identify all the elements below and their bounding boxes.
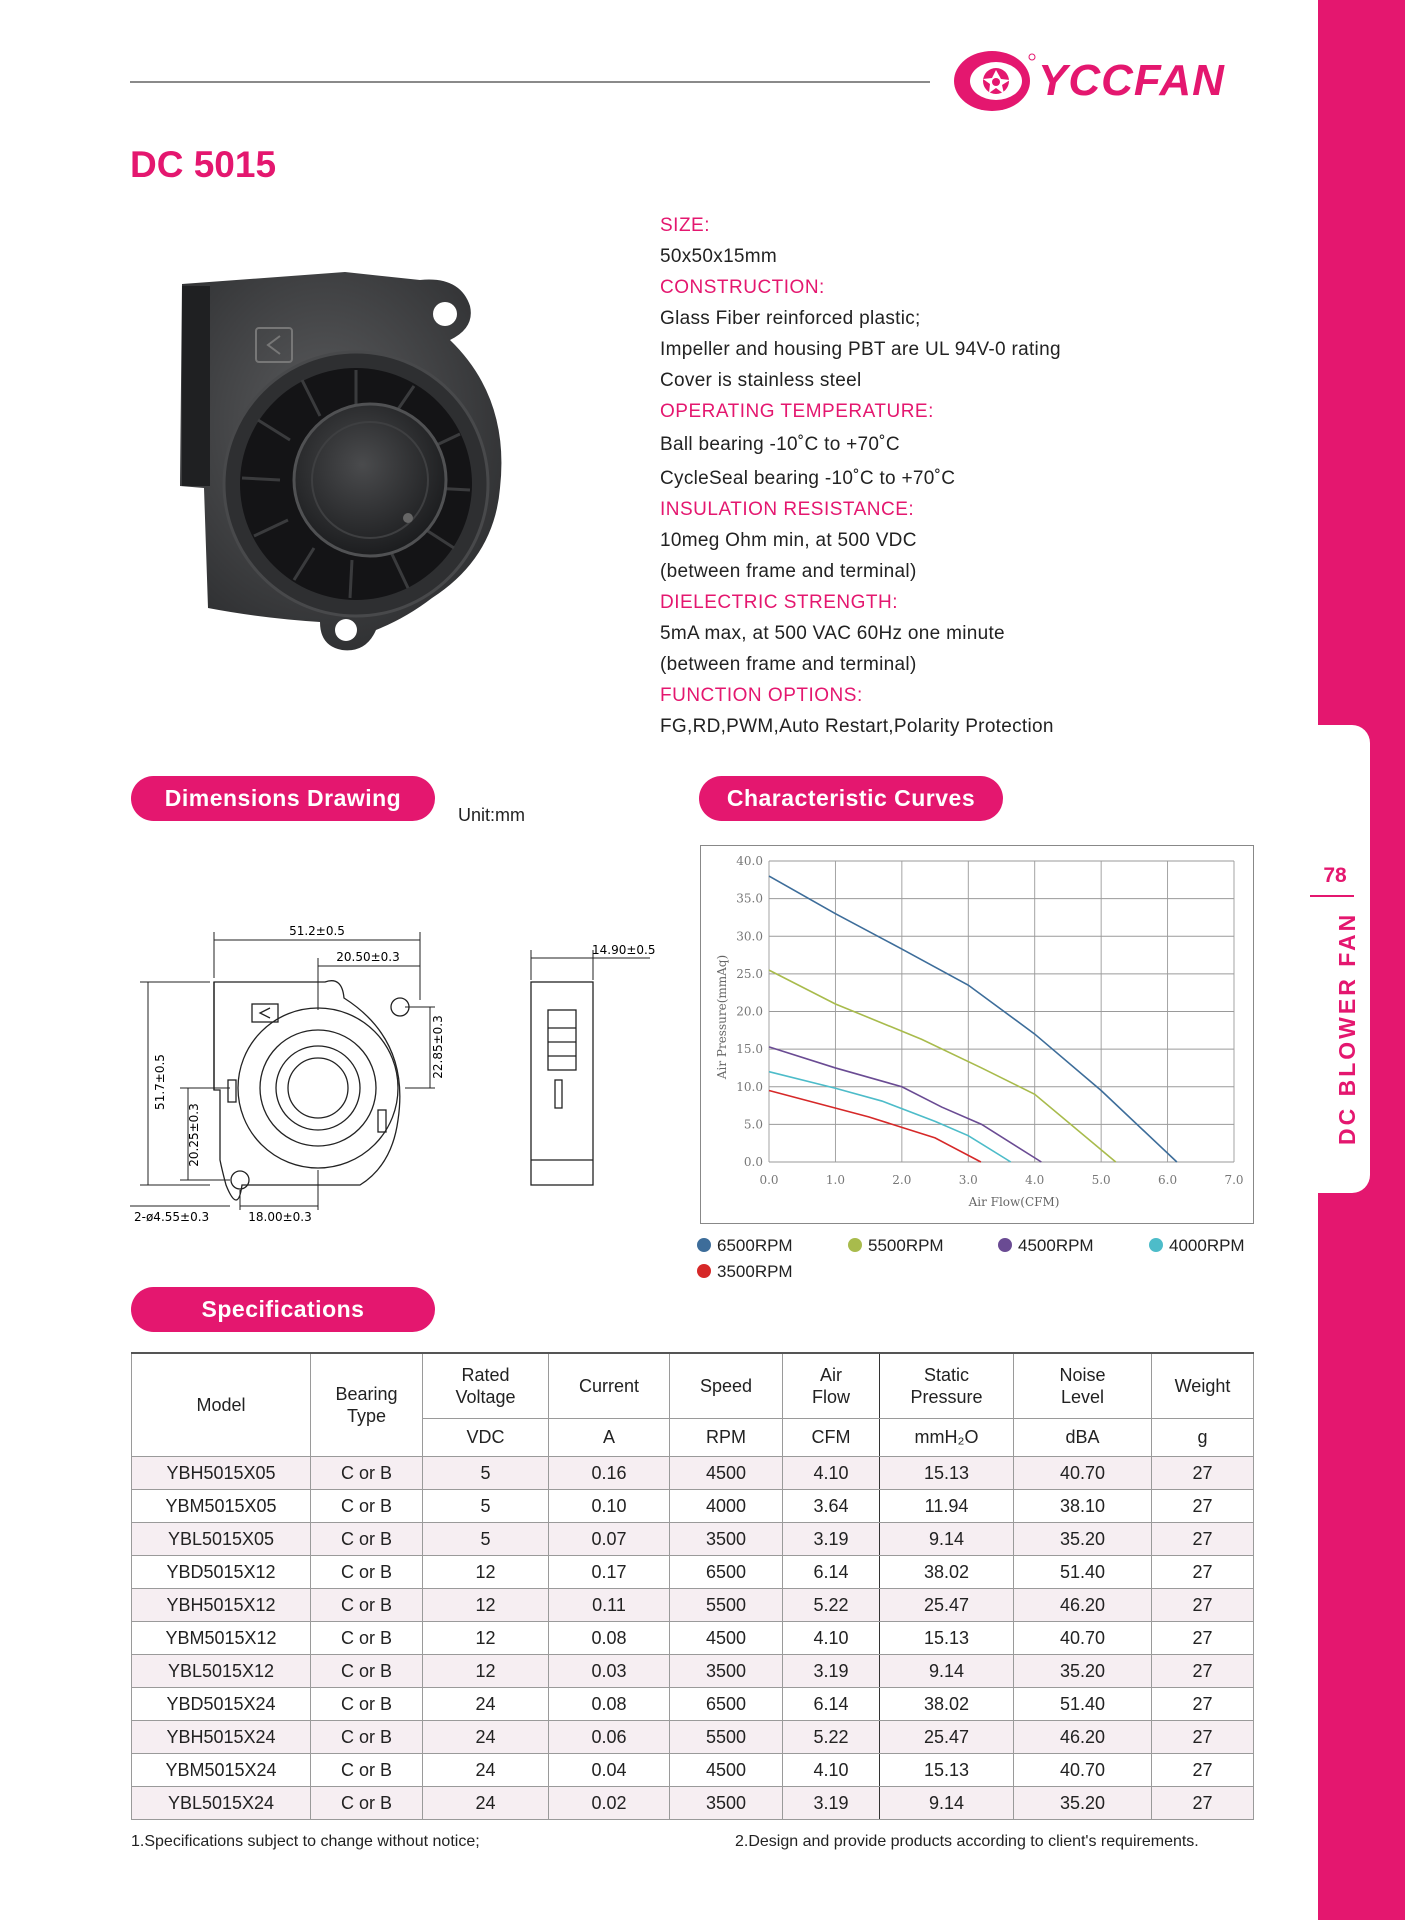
unit-speed: RPM [670, 1419, 783, 1457]
legend-item [848, 1236, 944, 1256]
table-cell: 27 [1152, 1655, 1254, 1688]
chart-y-tick: 40.0 [736, 854, 763, 868]
table-row [132, 1655, 1254, 1688]
table-cell: 3500 [670, 1655, 783, 1688]
brand-name: YCCFAN [1038, 56, 1225, 105]
table-cell: 12 [423, 1655, 549, 1688]
table-cell: C or B [311, 1721, 423, 1754]
chart-x-tick: 6.0 [1158, 1173, 1178, 1187]
legend-item [697, 1236, 793, 1256]
brand-logo-icon [952, 48, 1036, 114]
table-cell: 5500 [670, 1589, 783, 1622]
unit-voltage: VDC [423, 1419, 549, 1457]
table-cell: 0.16 [549, 1457, 670, 1490]
table-cell: 3.19 [783, 1523, 880, 1556]
chart-x-tick: 5.0 [1091, 1173, 1111, 1187]
legend-swatch [697, 1238, 711, 1252]
table-cell: YBM5015X12 [132, 1622, 311, 1655]
legend-label: 5500RPM [868, 1236, 944, 1255]
table-row [132, 1754, 1254, 1787]
table-cell: 3500 [670, 1523, 783, 1556]
table-row [132, 1589, 1254, 1622]
table-cell: YBM5015X05 [132, 1490, 311, 1523]
table-cell: 40.70 [1014, 1457, 1152, 1490]
table-cell: 6500 [670, 1688, 783, 1721]
table-cell: 3.64 [783, 1490, 880, 1523]
feature-line: CycleSeal bearing -10˚C to +70˚C [660, 468, 956, 489]
feature-line: (between frame and terminal) [660, 654, 917, 675]
table-cell: 11.94 [880, 1490, 1014, 1523]
table-cell: 5 [423, 1523, 549, 1556]
table-cell: 27 [1152, 1622, 1254, 1655]
table-cell: C or B [311, 1556, 423, 1589]
header-rated-voltage: Rated Voltage [423, 1353, 549, 1419]
table-cell: 4.10 [783, 1754, 880, 1787]
table-cell: 27 [1152, 1589, 1254, 1622]
table-cell: YBD5015X24 [132, 1688, 311, 1721]
feature-heading-function-options: FUNCTION OPTIONS: [660, 685, 863, 706]
table-cell: 0.11 [549, 1589, 670, 1622]
table-cell: 25.47 [880, 1721, 1014, 1754]
chart-x-axis-label: Air Flow(CFM) [968, 1195, 1060, 1209]
chart-x-tick: 0.0 [759, 1173, 779, 1187]
table-cell: 27 [1152, 1787, 1254, 1820]
table-cell: 35.20 [1014, 1655, 1152, 1688]
legend-swatch [1149, 1238, 1163, 1252]
table-cell: YBL5015X24 [132, 1787, 311, 1820]
table-cell: 27 [1152, 1490, 1254, 1523]
product-photo [170, 258, 560, 658]
chart-y-tick: 5.0 [743, 1117, 763, 1132]
category-label: DC BLOWER FAN [1334, 911, 1360, 1145]
header-air-flow: Air Flow [783, 1353, 880, 1419]
table-row [132, 1556, 1254, 1589]
table-cell: 24 [423, 1754, 549, 1787]
feature-line: 10meg Ohm min, at 500 VDC [660, 530, 917, 551]
table-cell: 5 [423, 1490, 549, 1523]
feature-list [660, 210, 1300, 742]
characteristic-curves-chart [700, 845, 1254, 1225]
table-cell: 15.13 [880, 1622, 1014, 1655]
table-cell: 12 [423, 1589, 549, 1622]
dim-thickness: 14.90±0.5 [592, 943, 656, 957]
feature-line: Ball bearing -10˚C to +70˚C [660, 434, 900, 455]
table-cell: 12 [423, 1556, 549, 1589]
table-row [132, 1457, 1254, 1490]
table-cell: 9.14 [880, 1787, 1014, 1820]
chart-y-axis-label: Air Pressure(mmAq) [715, 954, 729, 1080]
feature-heading-construction: CONSTRUCTION: [660, 277, 825, 298]
legend-item [1149, 1236, 1245, 1256]
legend-label: 6500RPM [717, 1236, 793, 1255]
chart-y-tick: 15.0 [736, 1042, 763, 1057]
table-cell: YBH5015X24 [132, 1721, 311, 1754]
table-cell: 4500 [670, 1457, 783, 1490]
table-row [132, 1523, 1254, 1556]
table-cell: 46.20 [1014, 1589, 1152, 1622]
table-cell: 46.20 [1014, 1721, 1152, 1754]
table-cell: 4.10 [783, 1622, 880, 1655]
chart-y-tick: 20.0 [736, 1004, 763, 1019]
header-static-pressure: Static Pressure [880, 1353, 1014, 1419]
section-heading-curves: Characteristic Curves [699, 776, 1003, 821]
side-divider [1310, 895, 1354, 897]
table-cell: 15.13 [880, 1457, 1014, 1490]
table-cell: C or B [311, 1754, 423, 1787]
model-title: DC 5015 [130, 144, 277, 185]
table-cell: 6.14 [783, 1688, 880, 1721]
legend-label: 4000RPM [1169, 1236, 1245, 1255]
feature-heading-dielectric-strength: DIELECTRIC STRENGTH: [660, 592, 899, 613]
legend-label: 4500RPM [1018, 1236, 1094, 1255]
section-heading-dimensions: Dimensions Drawing [131, 776, 435, 821]
chart-x-tick: 4.0 [1025, 1173, 1045, 1187]
table-cell: 3.19 [783, 1655, 880, 1688]
table-cell: YBL5015X05 [132, 1523, 311, 1556]
chart-y-tick: 10.0 [736, 1079, 763, 1094]
table-cell: 0.17 [549, 1556, 670, 1589]
table-cell: 15.13 [880, 1754, 1014, 1787]
header-model: Model [132, 1353, 311, 1457]
table-row [132, 1721, 1254, 1754]
chart-y-tick: 35.0 [736, 891, 763, 906]
table-cell: 3500 [670, 1787, 783, 1820]
dim-bottom-offset: 18.00±0.3 [248, 1210, 312, 1224]
header-current: Current [549, 1353, 670, 1419]
legend-swatch [848, 1238, 862, 1252]
header-rule [130, 81, 930, 83]
table-cell: 40.70 [1014, 1754, 1152, 1787]
feature-heading-operating-temperature: OPERATING TEMPERATURE: [660, 401, 934, 422]
table-cell: 4000 [670, 1490, 783, 1523]
dimensions-drawing [130, 910, 670, 1235]
feature-heading-insulation-resistance: INSULATION RESISTANCE: [660, 499, 915, 520]
table-row [132, 1787, 1254, 1820]
table-cell: 3.19 [783, 1787, 880, 1820]
table-cell: 5.22 [783, 1721, 880, 1754]
table-cell: 4500 [670, 1754, 783, 1787]
table-cell: C or B [311, 1688, 423, 1721]
table-cell: 0.08 [549, 1688, 670, 1721]
chart-x-tick: 7.0 [1224, 1173, 1244, 1187]
feature-line: FG,RD,PWM,Auto Restart,Polarity Protection [660, 716, 1054, 737]
table-cell: YBM5015X24 [132, 1754, 311, 1787]
unit-noise: dBA [1014, 1419, 1152, 1457]
legend-swatch [998, 1238, 1012, 1252]
table-cell: 9.14 [880, 1523, 1014, 1556]
legend-label: 3500RPM [717, 1262, 793, 1281]
feature-line: (between frame and terminal) [660, 561, 917, 582]
unit-weight: g [1152, 1419, 1254, 1457]
footnote-left: 1.Specifications subject to change without notice; [131, 1833, 480, 1850]
chart-y-tick: 30.0 [736, 929, 763, 944]
table-cell: 27 [1152, 1754, 1254, 1787]
chart-x-tick: 1.0 [825, 1173, 845, 1187]
table-cell: C or B [311, 1589, 423, 1622]
table-row [132, 1688, 1254, 1721]
table-cell: 38.10 [1014, 1490, 1152, 1523]
table-cell: 27 [1152, 1721, 1254, 1754]
table-cell: 51.40 [1014, 1688, 1152, 1721]
table-cell: 4500 [670, 1622, 783, 1655]
table-cell: 24 [423, 1721, 549, 1754]
table-cell: 0.08 [549, 1622, 670, 1655]
header-noise-level: Noise Level [1014, 1353, 1152, 1419]
table-cell: YBD5015X12 [132, 1556, 311, 1589]
chart-x-tick: 3.0 [958, 1173, 978, 1187]
dim-holes: 2-ø4.55±0.3 [134, 1210, 210, 1224]
legend-swatch [697, 1264, 711, 1278]
table-row [132, 1490, 1254, 1523]
feature-line: Glass Fiber reinforced plastic; [660, 308, 921, 329]
header-weight: Weight [1152, 1353, 1254, 1419]
feature-line: 50x50x15mm [660, 246, 778, 267]
header-bearing-type: Bearing Type [311, 1353, 423, 1457]
feature-line: 5mA max, at 500 VAC 60Hz one minute [660, 623, 1005, 644]
unit-current: A [549, 1419, 670, 1457]
table-cell: 38.02 [880, 1556, 1014, 1589]
table-cell: 27 [1152, 1556, 1254, 1589]
dim-height: 51.7±0.5 [153, 1054, 167, 1110]
feature-line: Impeller and housing PBT are UL 94V-0 rating [660, 339, 1061, 360]
table-cell: 6.14 [783, 1556, 880, 1589]
section-heading-specifications: Specifications [131, 1287, 435, 1332]
table-cell: 40.70 [1014, 1622, 1152, 1655]
table-cell: 51.40 [1014, 1556, 1152, 1589]
table-row [132, 1622, 1254, 1655]
legend-item [998, 1236, 1094, 1256]
table-cell: C or B [311, 1457, 423, 1490]
table-cell: 0.03 [549, 1655, 670, 1688]
table-cell: 9.14 [880, 1655, 1014, 1688]
unit-air-flow: CFM [783, 1419, 880, 1457]
chart-y-tick: 25.0 [736, 966, 763, 981]
table-cell: 35.20 [1014, 1523, 1152, 1556]
feature-heading-size: SIZE: [660, 215, 711, 236]
table-cell: 0.07 [549, 1523, 670, 1556]
table-cell: 6500 [670, 1556, 783, 1589]
table-cell: 27 [1152, 1688, 1254, 1721]
table-cell: 24 [423, 1787, 549, 1820]
table-cell: 35.20 [1014, 1787, 1152, 1820]
table-cell: C or B [311, 1655, 423, 1688]
table-cell: 4.10 [783, 1457, 880, 1490]
table-cell: C or B [311, 1622, 423, 1655]
feature-line: Cover is stainless steel [660, 370, 862, 391]
table-cell: 27 [1152, 1457, 1254, 1490]
table-cell: 0.02 [549, 1787, 670, 1820]
table-cell: 12 [423, 1622, 549, 1655]
chart-frame [701, 846, 1254, 1224]
table-cell: 24 [423, 1688, 549, 1721]
dim-hole-height: 22.85±0.3 [431, 1015, 445, 1079]
table-cell: YBH5015X05 [132, 1457, 311, 1490]
table-cell: C or B [311, 1523, 423, 1556]
footnote-right: 2.Design and provide products according to client's requirements. [735, 1833, 1199, 1850]
chart-x-tick: 2.0 [892, 1173, 912, 1187]
dim-width: 51.2±0.5 [289, 924, 345, 938]
table-cell: C or B [311, 1787, 423, 1820]
legend-item [697, 1262, 793, 1282]
dim-lower-height: 20.25±0.3 [187, 1103, 201, 1167]
table-cell: 0.10 [549, 1490, 670, 1523]
unit-static-pressure: mmH₂O [880, 1419, 1014, 1457]
specifications-table [131, 1352, 1254, 1820]
table-cell: 25.47 [880, 1589, 1014, 1622]
table-cell: YBH5015X12 [132, 1589, 311, 1622]
table-cell: 38.02 [880, 1688, 1014, 1721]
unit-label: Unit:mm [458, 805, 525, 825]
dim-offset-top: 20.50±0.3 [336, 950, 400, 964]
table-cell: 5.22 [783, 1589, 880, 1622]
table-cell: 0.06 [549, 1721, 670, 1754]
chart-y-tick: 0.0 [743, 1155, 763, 1169]
page-number: 78 [1323, 864, 1347, 887]
table-cell: C or B [311, 1490, 423, 1523]
table-cell: 5500 [670, 1721, 783, 1754]
table-cell: 0.04 [549, 1754, 670, 1787]
header-speed: Speed [670, 1353, 783, 1419]
table-cell: YBL5015X12 [132, 1655, 311, 1688]
table-cell: 27 [1152, 1523, 1254, 1556]
table-cell: 5 [423, 1457, 549, 1490]
